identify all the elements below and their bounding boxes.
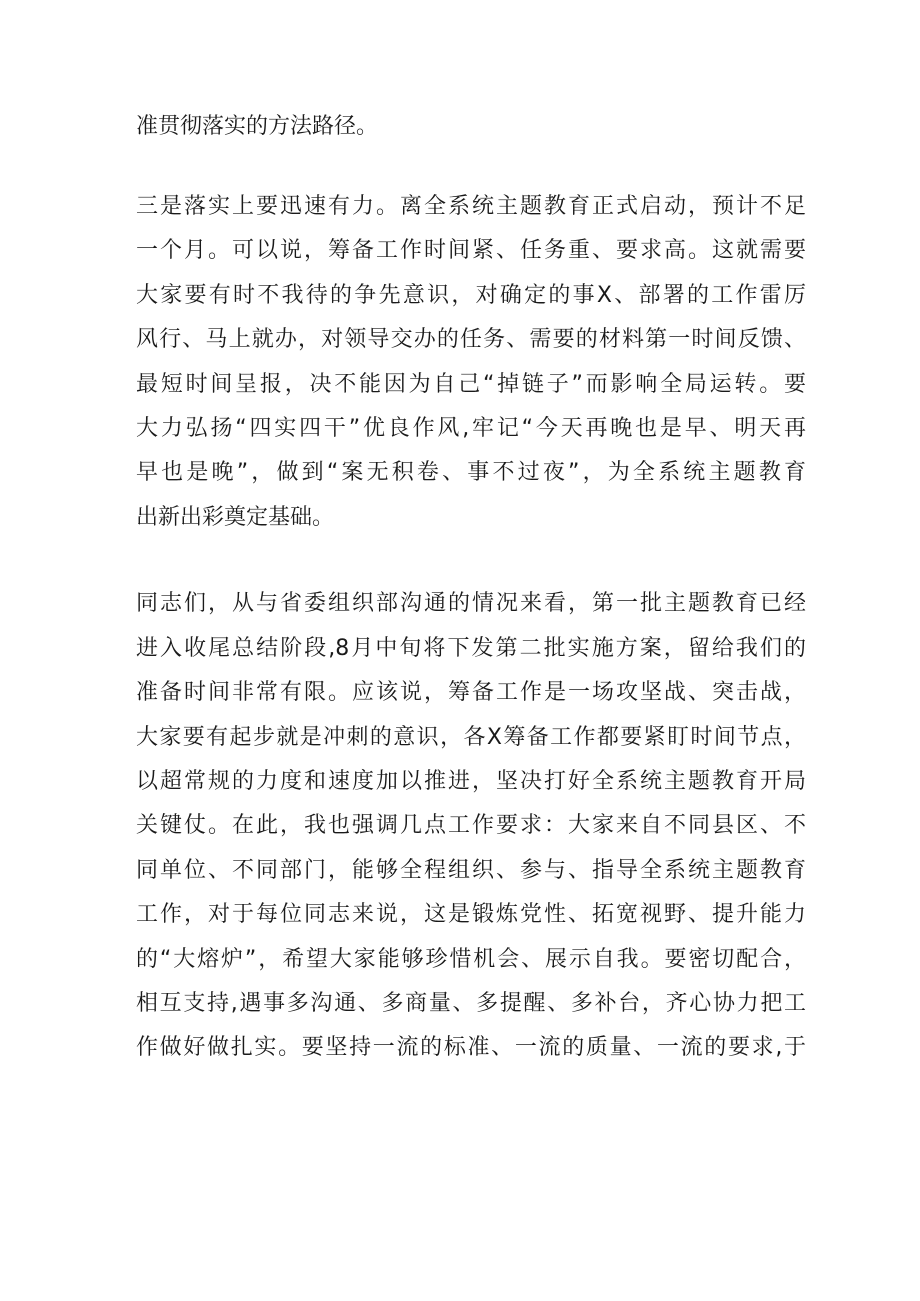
paragraph-1-line-1: 准贯彻落实的方法路径。: [136, 114, 379, 139]
paragraph-3-line-10: 相互支持,遇事多沟通、多商量、多提醒、多补台，齐心协力把工: [136, 991, 806, 1016]
paragraph-2-line-3: 大家要有时不我待的争先意识，对确定的事X、部署的工作雷厉: [136, 283, 806, 308]
paragraph-3-line-5: 以超常规的力度和速度加以推进，坚决打好全系统主题教育开局: [136, 769, 806, 794]
paragraph-3-line-1: 同志们，从与省委组织部沟通的情况来看，第一批主题教育已经: [136, 591, 806, 616]
paragraph-2-line-8: 出新出彩奠定基础。: [136, 505, 335, 530]
paragraph-2-line-7: 早也是晚”，做到“案无积卷、事不过夜”，为全系统主题教育: [136, 460, 806, 485]
paragraph-2-line-6: 大力弘扬“四实四干”优良作风,牢记“今天再晚也是早、明天再: [136, 416, 806, 441]
paragraph-3-line-7: 同单位、不同部门，能够全程组织、参与、指导全系统主题教育: [136, 858, 806, 883]
paragraph-3-line-11: 作做好做扎实。要坚持一流的标准、一流的质量、一流的要求,于: [136, 1035, 806, 1060]
paragraph-3-line-3: 准备时间非常有限。应该说，筹备工作是一场攻坚战、突击战，: [136, 680, 806, 705]
paragraph-3-line-6: 关键仗。在此，我也强调几点工作要求：大家来自不同县区、不: [136, 813, 806, 838]
paragraph-3-line-9: 的“大熔炉”，希望大家能够珍惜机会、展示自我。要密切配合，: [136, 947, 806, 972]
paragraph-2-line-1: 三是落实上要迅速有力。离全系统主题教育正式启动，预计不足: [136, 194, 806, 219]
paragraph-3-line-4: 大家要有起步就是冲刺的意识，各X筹备工作都要紧盯时间节点，: [136, 725, 806, 750]
paragraph-3-line-2: 进入收尾总结阶段,8月中旬将下发第二批实施方案，留给我们的: [136, 636, 806, 661]
paragraph-2-line-4: 风行、马上就办，对领导交办的任务、需要的材料第一时间反馈、: [136, 327, 806, 352]
paragraph-2-line-5: 最短时间呈报，决不能因为自己“掉链子”而影响全局运转。要: [136, 372, 807, 397]
paragraph-2-line-2: 一个月。可以说，筹备工作时间紧、任务重、要求高。这就需要: [136, 238, 806, 263]
paragraph-3-line-8: 工作，对于每位同志来说，这是锻炼党性、拓宽视野、提升能力: [136, 902, 806, 927]
